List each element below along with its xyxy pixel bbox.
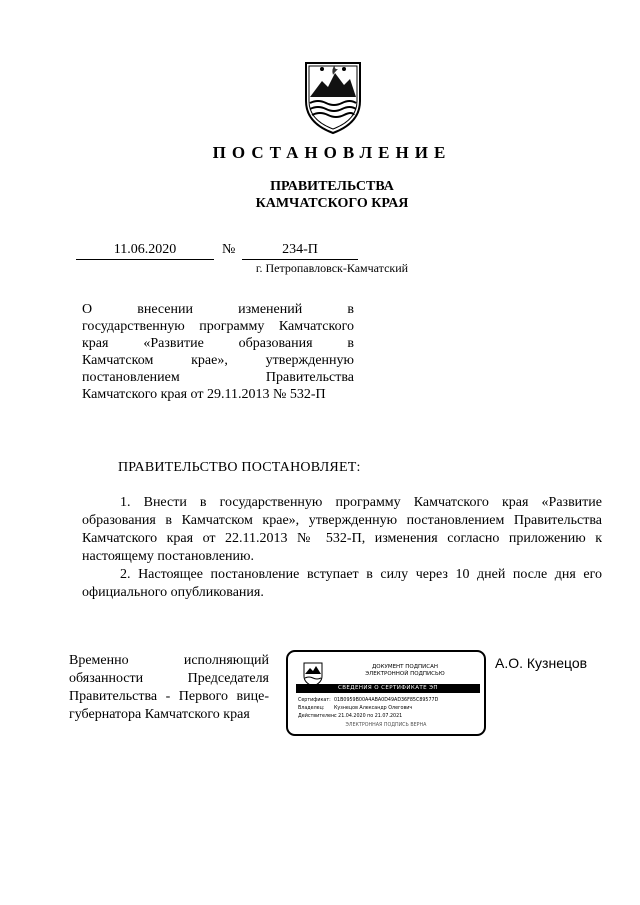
- subject-line: Камчатском крае», утвержденную: [82, 353, 354, 368]
- stamp-row-validity: [298, 714, 402, 720]
- number-sign: №: [222, 242, 236, 257]
- stamp-row-value: Кузнецов Александр Олегович: [334, 706, 413, 711]
- stamp-row-key: Действителен:: [298, 714, 336, 719]
- stamp-footer: ЭЛЕКТРОННАЯ ПОДПИСЬ ВЕРНА: [345, 723, 427, 728]
- signatory-title-line: Правительства - Первого вице-: [69, 689, 269, 704]
- issuer-line-2: КАМЧАТСКОГО КРАЯ: [255, 196, 409, 211]
- stamp-row-value: с 21.04.2020 по 21.07.2021: [334, 714, 403, 719]
- signatory-title: [69, 652, 269, 724]
- electronic-signature-stamp: [286, 650, 486, 736]
- stamp-row-certificate: [298, 698, 438, 704]
- subject-line: постановлением Правительства: [82, 370, 354, 385]
- signatory-title-line: губернатора Камчатского края: [69, 707, 250, 722]
- signer-name: А.О. Кузнецов: [495, 655, 588, 671]
- document-type-title: ПОСТАНОВЛЕНИЕ: [212, 143, 452, 162]
- document-subject: [82, 301, 354, 403]
- stamp-row-value: 01B0959B00A4ABA0D49AD36F85C89577D: [334, 698, 439, 703]
- signatory-title-line: обязанности Председателя: [69, 671, 269, 686]
- issuer-line-1: ПРАВИТЕЛЬСТВА: [270, 179, 394, 194]
- signatory-title-line: Временно исполняющий: [69, 653, 269, 668]
- stamp-row-owner: [298, 706, 412, 712]
- stamp-header-line: ДОКУМЕНТ ПОДПИСАН: [371, 664, 439, 670]
- resolves-heading: ПРАВИТЕЛЬСТВО ПОСТАНОВЛЯЕТ:: [118, 460, 361, 475]
- document-date: 11.06.2020: [76, 241, 214, 260]
- paragraph-1: 1. Внести в государственную программу Камчатского края «Развитие образования в Камчатском крае», утвержденную постановлением Правительства Камчатского края от 22.11.2013 № 532-П, изменения согласно приложению к настоящему постановлению.: [82, 495, 602, 564]
- paragraph-2: 2. Настоящее постановление вступает в силу через 10 дней после дня его официального опубликования.: [82, 567, 602, 600]
- stamp-header-line: ЭЛЕКТРОННОЙ ПОДПИСЬЮ: [365, 671, 445, 677]
- stamp-certificate-bar: СВЕДЕНИЯ О СЕРТИФИКАТЕ ЭП: [296, 684, 480, 693]
- coat-of-arms-emblem: [300, 57, 366, 135]
- stamp-header: [330, 664, 480, 678]
- subject-line: Камчатского края от 29.11.2013 № 532-П: [82, 387, 326, 402]
- city-line: г. Петропавловск-Камчатский: [255, 261, 409, 275]
- document-number: 234-П: [242, 241, 358, 260]
- subject-line: О внесении изменений в: [82, 302, 354, 317]
- stamp-row-key: Владелец:: [298, 706, 325, 711]
- stamp-row-key: Сертификат:: [298, 698, 331, 703]
- subject-line: края «Развитие образования в: [82, 336, 354, 351]
- subject-line: государственную программу Камчатского: [82, 319, 354, 334]
